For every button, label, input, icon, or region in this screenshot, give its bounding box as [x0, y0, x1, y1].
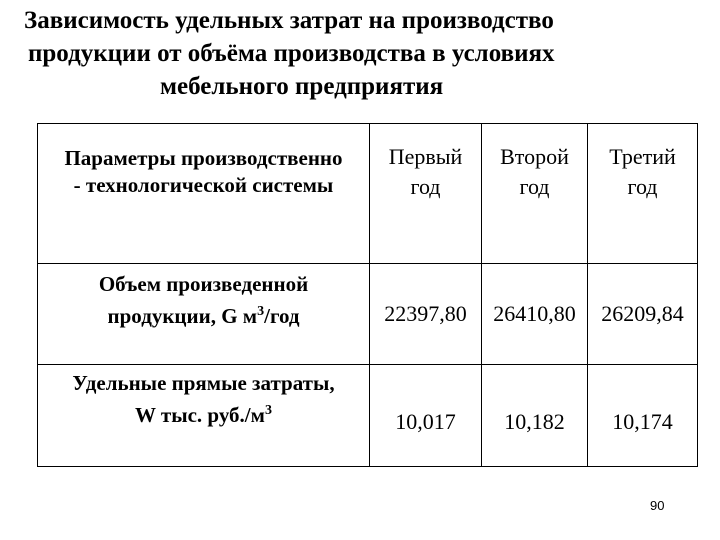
table-row: [38, 264, 698, 365]
title-line-1: Зависимость удельных затрат на производство: [24, 7, 554, 34]
slide-title: [0, 4, 700, 103]
title-line-3: мебельного предприятия: [160, 73, 444, 100]
value-cell: 10,017: [370, 365, 482, 467]
header-parameter-line-1: Параметры производственно: [64, 145, 343, 170]
value-cell: 10,174: [588, 365, 698, 467]
page-number: 90: [650, 498, 665, 513]
header-parameter-cell: [38, 124, 370, 264]
value-cell: 26209,84: [588, 264, 698, 365]
title-line-2: продукции от объёма производства в условиях: [28, 40, 555, 67]
header-parameter-line-2: - технологической системы: [73, 172, 334, 197]
row-label-production-volume: Объем произведенной продукции, G $м^3$/год: [38, 264, 370, 365]
header-year-2: Второй год: [482, 124, 588, 264]
row-label-unit-direct-costs: Удельные прямые затраты, W тыс. $руб./м^3$: [38, 365, 370, 467]
header-year-3: Третий год: [588, 124, 698, 264]
table-row: [38, 365, 698, 467]
value-cell: 26410,80: [482, 264, 588, 365]
parameters-table: [37, 123, 698, 467]
table-header-row: [38, 124, 698, 264]
value-cell: 22397,80: [370, 264, 482, 365]
header-year-1: Первый год: [370, 124, 482, 264]
value-cell: 10,182: [482, 365, 588, 467]
